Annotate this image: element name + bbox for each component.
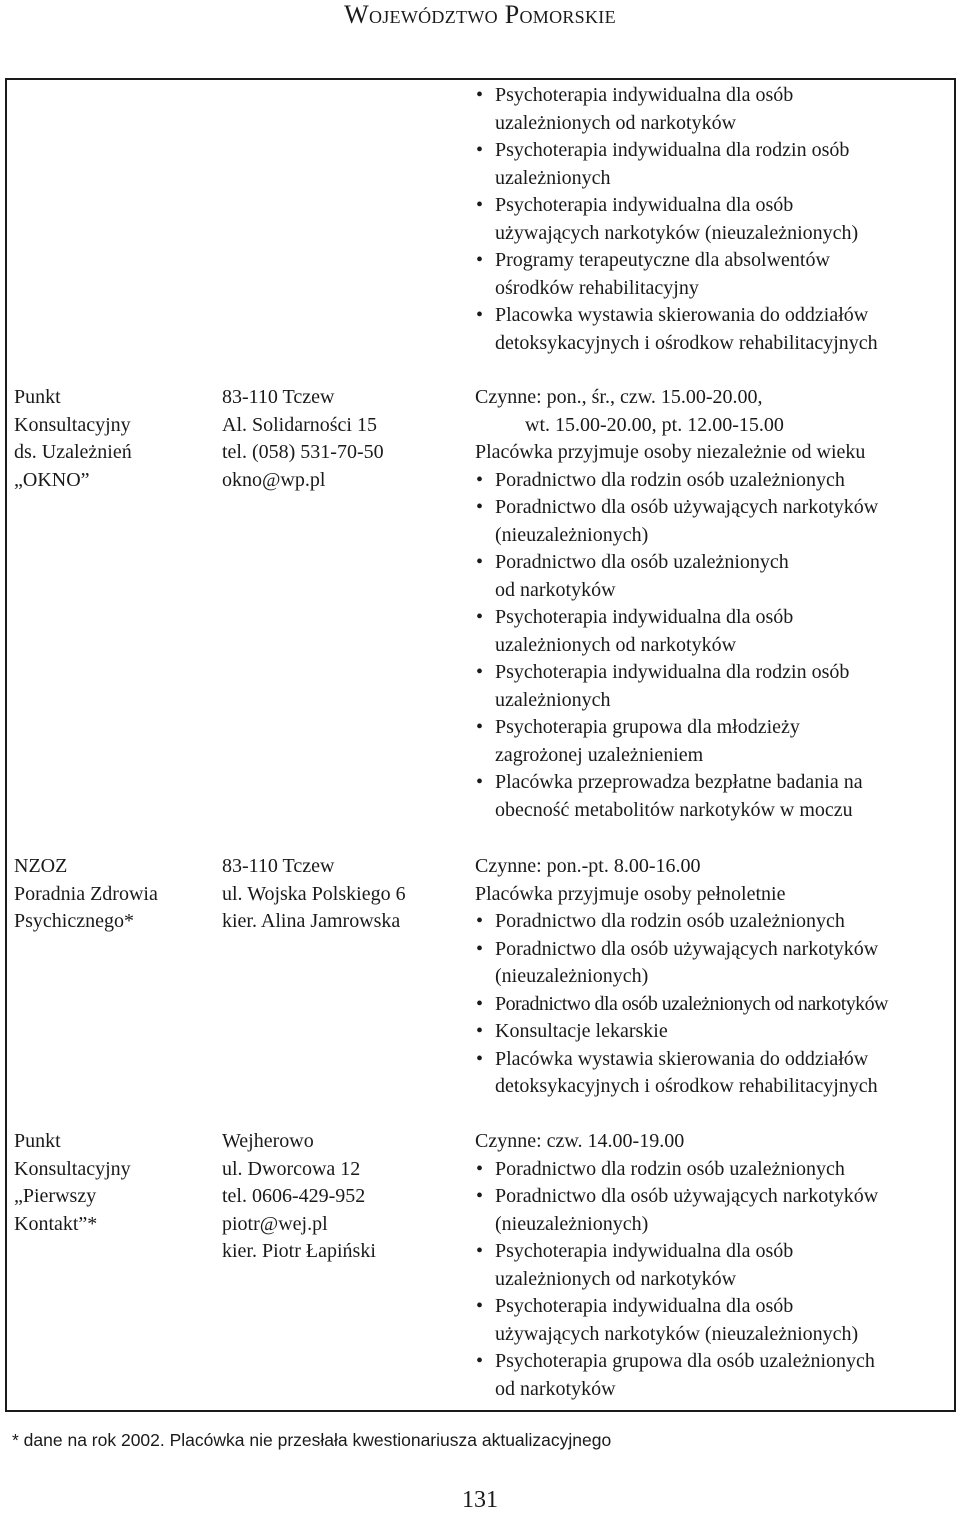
service-continuation: od narkotyków	[495, 1377, 616, 1400]
service-bullet-item: • Konsultacje lekarskie	[475, 1018, 888, 1046]
address-line: tel. 0606-429-952	[222, 1185, 366, 1207]
institution-name	[14, 384, 132, 494]
institution-services	[475, 82, 878, 357]
address-line: kier. Piotr Łapiński	[222, 1240, 376, 1262]
service-continuation: zagrożonej uzależnieniem	[495, 743, 704, 766]
service-bullet-item: • Poradnictwo dla rodzin osób uzależnionych	[475, 467, 878, 495]
service-continuation: (nieuzależnionych)	[495, 1212, 649, 1235]
service-bullet-item: • Placówka wystawia skierowania do oddziałów	[475, 1046, 888, 1074]
page-number: 131	[462, 1487, 498, 1513]
name-line: ds. Uzależnień	[14, 441, 132, 463]
service-bullet-item: • Poradnictwo dla osób uzależnionych od narkotyków	[475, 991, 888, 1019]
service-bullet-item: • Psychoterapia grupowa dla osób uzależnionych	[475, 1348, 878, 1376]
service-continuation: używających narkotyków (nieuzależnionych)	[495, 221, 859, 244]
service-continuation: obecność metabolitów narkotyków w moczu	[495, 798, 853, 821]
institution-address	[222, 1128, 376, 1266]
address-line: tel. (058) 531-70-50	[222, 441, 384, 463]
name-line: Punkt	[14, 1130, 61, 1152]
service-continuation: od narkotyków	[495, 578, 616, 601]
address-line: Wejherowo	[222, 1130, 314, 1152]
name-line: „OKNO”	[14, 468, 90, 491]
service-bullet-item: • Psychoterapia indywidualna dla osób	[475, 82, 878, 110]
service-bullet-item: • Psychoterapia indywidualna dla osób	[475, 192, 878, 220]
institution-services	[475, 853, 888, 1101]
service-continuation: (nieuzależnionych)	[495, 523, 649, 546]
service-bullet-item: • Programy terapeutyczne dla absolwentów	[475, 247, 878, 275]
service-paragraph: Czynne: pon., śr., czw. 15.00-20.00,	[475, 386, 763, 408]
address-line: ul. Dworcowa 12	[222, 1157, 361, 1180]
service-bullet-item: • Poradnictwo dla rodzin osób uzależnionych	[475, 1156, 878, 1184]
name-line: Kontakt”*	[14, 1212, 98, 1235]
institution-services	[475, 1128, 878, 1403]
service-bullet-item: • Poradnictwo dla osób uzależnionych	[475, 549, 878, 577]
service-bullet-item: • Psychoterapia indywidualna dla osób	[475, 1238, 878, 1266]
institution-name	[14, 853, 158, 936]
service-paragraph: Czynne: czw. 14.00-19.00	[475, 1130, 685, 1152]
footnote: * dane na rok 2002. Placówka nie przesłała kwestionariusza aktualizacyjnego	[12, 1430, 612, 1450]
address-line: Al. Solidarności 15	[222, 413, 377, 436]
service-paragraph: Placówka przyjmuje osoby niezależnie od wieku	[475, 441, 866, 463]
address-line: okno@wp.pl	[222, 468, 326, 491]
service-bullet-item: • Poradnictwo dla osób używających narkotyków	[475, 1183, 878, 1211]
service-bullet-item: • Psychoterapia grupowa dla młodzieży	[475, 714, 878, 742]
address-line: piotr@wej.pl	[222, 1212, 328, 1235]
service-bullet-item: • Psychoterapia indywidualna dla osób	[475, 604, 878, 632]
name-line: „Pierwszy	[14, 1185, 97, 1207]
hours-continuation: wt. 15.00-20.00, pt. 12.00-15.00	[525, 413, 784, 436]
service-paragraph: Czynne: pon.-pt. 8.00-16.00	[475, 855, 701, 877]
service-continuation: ośrodków rehabilitacyjny	[495, 276, 699, 299]
service-bullet-item: • Psychoterapia indywidualna dla osób	[475, 1293, 878, 1321]
service-continuation: detoksykacyjnych i ośrodkow rehabilitacyjnych	[495, 331, 878, 354]
service-bullet-item: • Placówka przeprowadza bezpłatne badania na	[475, 769, 878, 797]
service-bullet-item: • Poradnictwo dla osób używających narkotyków	[475, 936, 888, 964]
service-bullet-item: • Placowka wystawia skierowania do oddziałów	[475, 302, 878, 330]
service-continuation: używających narkotyków (nieuzależnionych)	[495, 1322, 859, 1345]
institution-services	[475, 384, 878, 824]
address-line: 83-110 Tczew	[222, 855, 335, 877]
service-continuation: uzależnionych	[495, 166, 611, 189]
service-bullet-item: • Poradnictwo dla rodzin osób uzależnionych	[475, 908, 888, 936]
service-bullet-item: • Psychoterapia indywidualna dla rodzin osób	[475, 659, 878, 687]
page-header: Województwo Pomorskie	[344, 0, 616, 29]
name-line: NZOZ	[14, 855, 68, 877]
address-line: kier. Alina Jamrowska	[222, 910, 401, 932]
service-continuation: uzależnionych	[495, 688, 611, 711]
service-bullet-item: • Poradnictwo dla osób używających narkotyków	[475, 494, 878, 522]
address-line: 83-110 Tczew	[222, 386, 335, 408]
name-line: Punkt	[14, 386, 61, 408]
service-continuation: uzależnionych od narkotyków	[495, 111, 737, 134]
service-continuation: uzależnionych od narkotyków	[495, 1267, 737, 1290]
institution-address	[222, 384, 384, 494]
name-line: Konsultacyjny	[14, 1157, 131, 1180]
address-line: ul. Wojska Polskiego 6	[222, 882, 406, 905]
institution-name	[14, 1128, 131, 1238]
service-paragraph: Placówka przyjmuje osoby pełnoletnie	[475, 882, 786, 905]
service-continuation: uzależnionych od narkotyków	[495, 633, 737, 656]
service-continuation: detoksykacyjnych i ośrodkow rehabilitacyjnych	[495, 1075, 878, 1097]
name-line: Konsultacyjny	[14, 413, 131, 436]
institution-address	[222, 853, 406, 936]
service-continuation: (nieuzależnionych)	[495, 965, 649, 987]
name-line: Psychicznego*	[14, 910, 134, 932]
service-bullet-item: • Psychoterapia indywidualna dla rodzin osób	[475, 137, 878, 165]
name-line: Poradnia Zdrowia	[14, 882, 158, 905]
